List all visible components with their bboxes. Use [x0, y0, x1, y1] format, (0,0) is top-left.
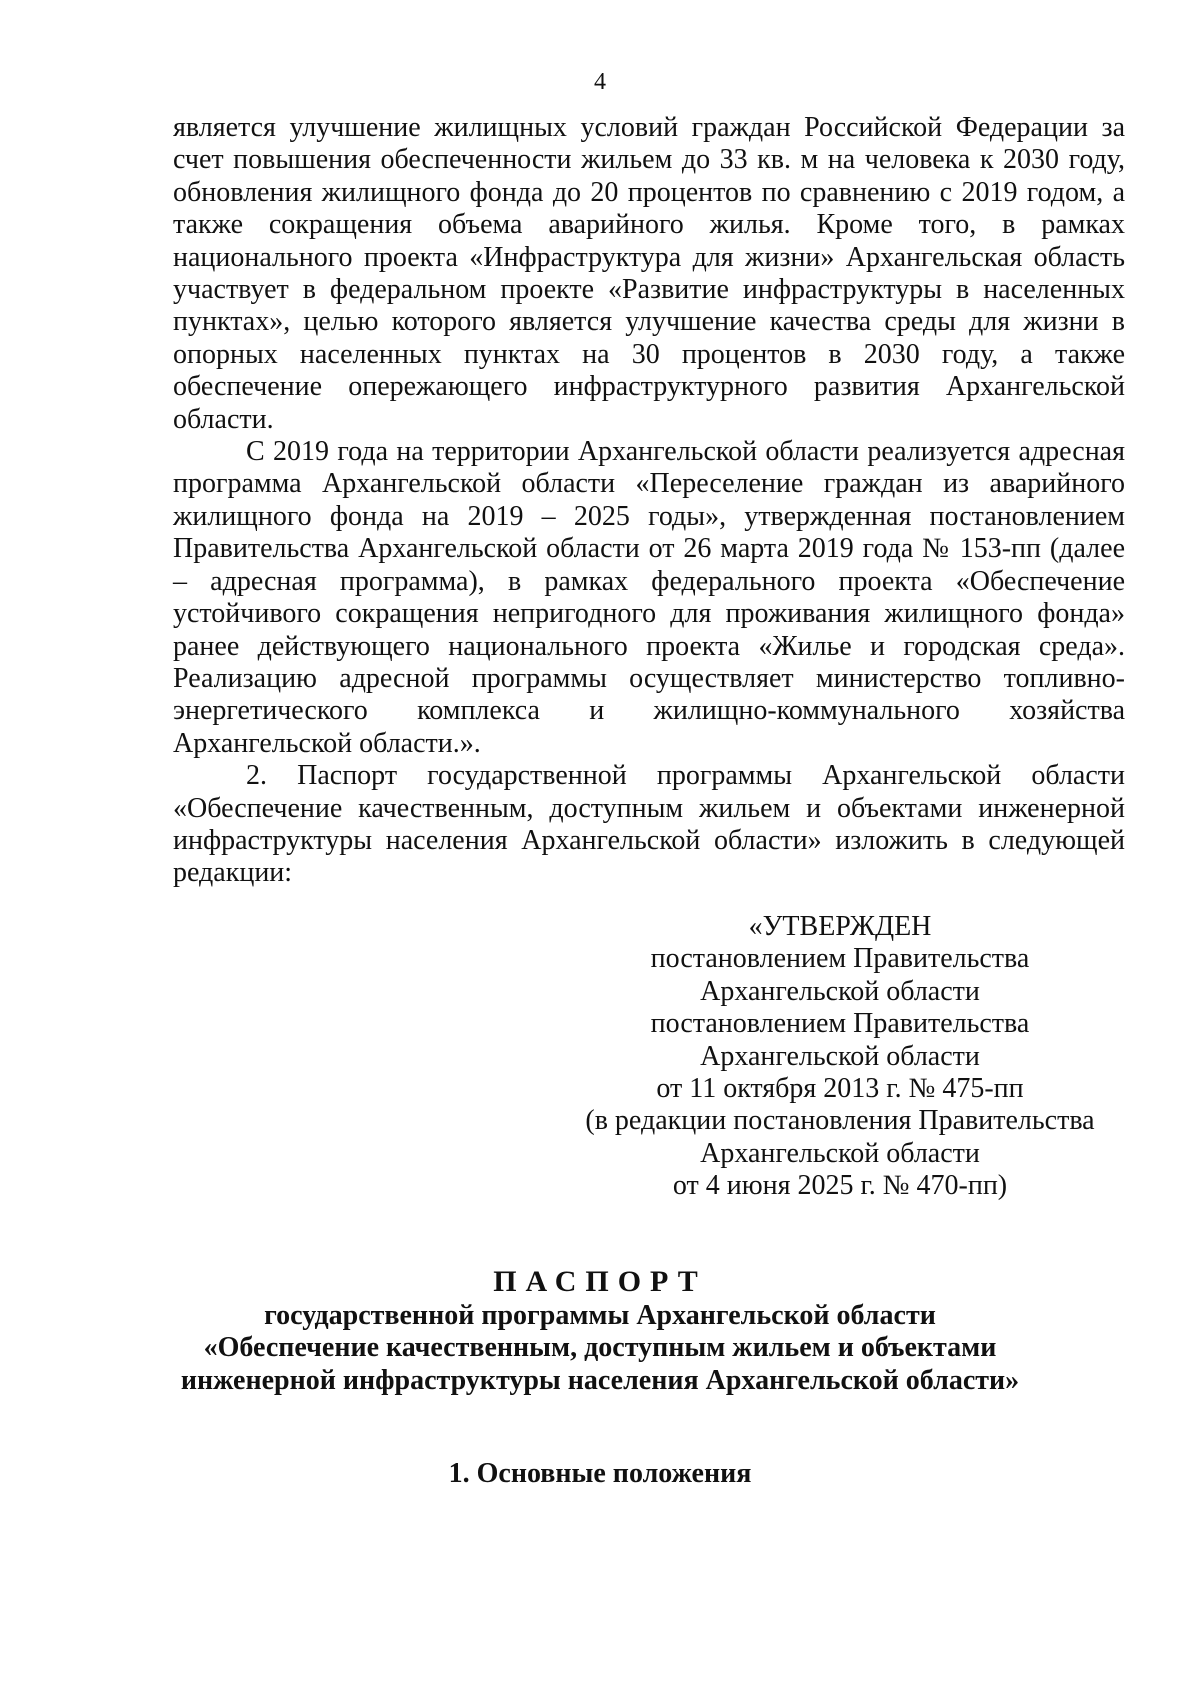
approval-line: Архангельской области [700, 1137, 980, 1169]
paragraph-passport-amendment: 2. Паспорт государственной программы Архангельской области «Обеспечение качественным, доступным жильем и объектами инженерной инфраструктуры населения Архангельской области» изложить в следующей редакции: [173, 760, 1125, 889]
approval-line: постановлением Правительства [650, 943, 1030, 975]
approval-line: (в редакции постановления Правительства [585, 1105, 1095, 1137]
approval-line: от 4 июня 2025 г. № 470-пп) [672, 1170, 1008, 1202]
passport-subtitle-line: государственной программы Архангельской области [264, 1300, 936, 1331]
paragraph-resettlement-program: С 2019 года на территории Архангельской области реализуется адресная программа Архангельской области «Переселение граждан из аварийного жилищного фонда на 2019 – 2025 годы», утвержденная постановлением Правительства Архангельской области от 26 марта 2019 года № 153-пп (далее – адресная программа), в рамках федерального проекта «Обеспечение устойчивого сокращения непригодного для проживания жилищного фонда» ранее действующего национального проекта «Жилье и городская среда». Реализацию адресной программы осуществляет министерство топливно-энергетического комплекса и жилищно-коммунального хозяйства Архангельской области.». [173, 436, 1125, 759]
approval-line: «УТВЕРЖДЕН [748, 911, 932, 942]
approval-line: Архангельской области [700, 975, 980, 1007]
approval-line: от 11 октября 2013 г. № 475-пп [656, 1073, 1024, 1105]
approval-line: постановлением Правительства [650, 1008, 1030, 1040]
paragraph-housing-goals: является улучшение жилищных условий граждан Российской Федерации за счет повышения обеспеченности жильем до 33 кв. м на человека к 2030 году, обновления жилищного фонда до 20 процентов по сравнению с 2019 годом, а также сокращения объема аварийного жилья. Кроме того, в рамках национального проекта «Инфраструктура для жизни» Архангельская область участвует в федеральном проекте «Развитие инфраструктуры в населенных пунктах», целью которого является улучшение качества среды для жизни в опорных населенных пунктах на 30 процентов в 2030 году, а также обеспечение опережающего инфраструктурного развития Архангельской области. [173, 112, 1125, 435]
approval-block [560, 911, 1120, 1203]
page-number: 4 [594, 69, 606, 95]
section-heading: 1. Основные положения [448, 1458, 752, 1489]
passport-title: ПАСПОРТ [493, 1265, 707, 1298]
passport-heading [150, 1265, 1050, 1397]
passport-subtitle-line: инженерной инфраструктуры населения Архангельской области» [180, 1364, 1020, 1396]
passport-subtitle-line: «Обеспечение качественным, доступным жильем и объектами [203, 1332, 997, 1364]
approval-line: Архангельской области [700, 1040, 980, 1072]
body-text [173, 112, 1125, 890]
